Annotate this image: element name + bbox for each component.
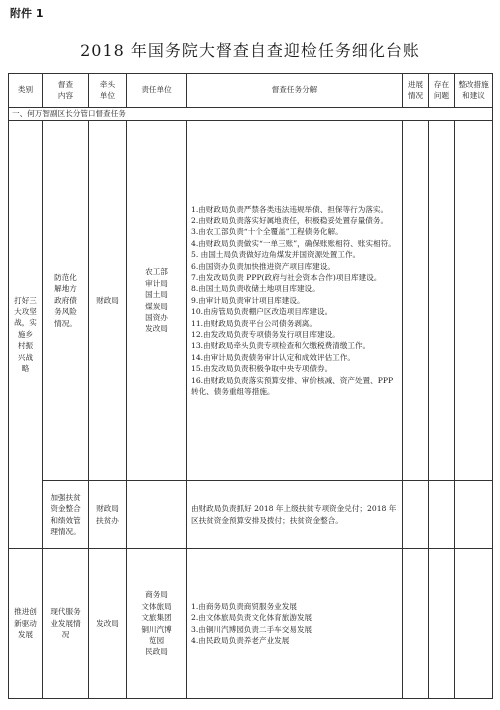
lead-cell: 发改局: [89, 549, 127, 699]
task-breakdown-cell: [187, 481, 403, 549]
table-row: [9, 549, 493, 699]
task-item: 4.由财政局负责做实“一单三账”，确保账账相符、账实相符。: [191, 238, 396, 248]
task-item: 9.由审计局负责审计项目库建设。: [191, 295, 305, 305]
task-item: 12.由发改局负责专项债务发行项目库建设。: [191, 329, 340, 339]
category-cell: 打好三 大攻坚 战，实 施乡 村振 兴战 略: [9, 121, 43, 549]
problems-cell: [429, 549, 455, 699]
header-rectify: 整改措施 和建议: [455, 74, 493, 108]
problems-cell: [429, 481, 455, 549]
header-breakdown: 督查任务分解: [187, 74, 403, 108]
header-row: [9, 74, 493, 108]
lead-cell: 财政局 扶贫办: [89, 481, 127, 549]
header-problems: 存在 问题: [429, 74, 455, 108]
task-item: 14.由审计局负责债务审计认定和成效评估工作。: [191, 352, 355, 362]
table-row: [9, 481, 493, 549]
content-cell: 加强扶贫 资金整合 和绩效管 理情况。: [43, 481, 89, 549]
rectify-cell: [455, 549, 493, 699]
responsible-cell: 商务局 文体旅局 文旅集团 铜川汽博 览园 民政局: [127, 549, 187, 699]
progress-cell: [403, 549, 429, 699]
task-item: 11.由财政局负责平台公司债务剥离。: [191, 318, 317, 328]
task-item: 由财政局负责抓好 2018 年上级扶贫专项资金兑付；2018 年区扶贫资金预算安排及拨付；扶贫资金整合。: [191, 504, 397, 525]
progress-cell: [403, 481, 429, 549]
category-cell: 推进创 新驱动 发展: [9, 549, 43, 699]
task-item: 13.由财政局牵头负责专项检查和欠缴税费清缴工作。: [191, 341, 371, 351]
header-progress: 进展 情况: [403, 74, 429, 108]
task-item: 3.由农工部负责“十个全覆盖”工程债务化解。: [191, 227, 343, 237]
progress-cell: [403, 121, 429, 481]
task-item: 2.由文体旅局负责文化体育旅游发展: [191, 613, 313, 623]
header-responsible: 责任单位: [127, 74, 187, 108]
lead-cell: 财政局: [89, 121, 127, 481]
header-category: 类别: [9, 74, 43, 108]
rectify-cell: [455, 481, 493, 549]
task-item: 5. 由国土局负责做好边角煤发并国资源处置工作。: [191, 250, 361, 260]
task-item: 2.由财政局负责落实好属地责任，积极稳妥处置存量债务。: [191, 216, 389, 226]
responsible-cell: 农工部 审计局 国土局 煤炭局 国资办 发改局: [127, 121, 187, 481]
attachment-label: 附件 1: [10, 7, 44, 20]
task-breakdown-cell: [187, 549, 403, 699]
task-item: 1.由财政局负责严禁各类违法违规举债、担保等行为落实。: [191, 204, 389, 214]
task-item: 1.由商务局负责商贸服务业发展: [191, 601, 297, 611]
responsible-cell: [127, 481, 187, 549]
task-item: 3.由铜川汽博园负责二手车交易发展: [191, 624, 313, 634]
task-breakdown-cell: [187, 121, 403, 481]
task-table: [8, 73, 493, 699]
header-content: 督查 内容: [43, 74, 89, 108]
section-title: 一、何万智副区长分管口督查任务: [9, 108, 493, 121]
task-item: 6.由国资办负责加快推进资产项目库建设。: [191, 261, 335, 271]
task-item: 15.由发改局负责积极争取中央专项债券。: [191, 364, 333, 374]
task-item: 16.由财政局负责落实预算安排、审价核减、资产处置、PPP 转化、债务重组等措施。: [191, 375, 394, 396]
table-row: [9, 121, 493, 481]
task-item: 4.由民政局负责养老产业发展: [191, 635, 290, 645]
rectify-cell: [455, 121, 493, 481]
content-cell: 现代服务 业发展情 况: [43, 549, 89, 699]
problems-cell: [429, 121, 455, 481]
header-lead: 牵头 单位: [89, 74, 127, 108]
section-row: [9, 108, 493, 121]
content-cell: 防范化 解地方 政府债 务风险 情况。: [43, 121, 89, 481]
task-item: 8.由国土局负责收储土地项目库建设。: [191, 284, 320, 294]
task-item: 10.由房管局负责棚户区改造项目库建设。: [191, 307, 333, 317]
page-title: 2018 年国务院大督查自查迎检任务细化台账: [80, 41, 420, 60]
task-item: 7.由发改局负责 PPP(政府与社会资本合作)项目库建设。: [191, 273, 382, 283]
